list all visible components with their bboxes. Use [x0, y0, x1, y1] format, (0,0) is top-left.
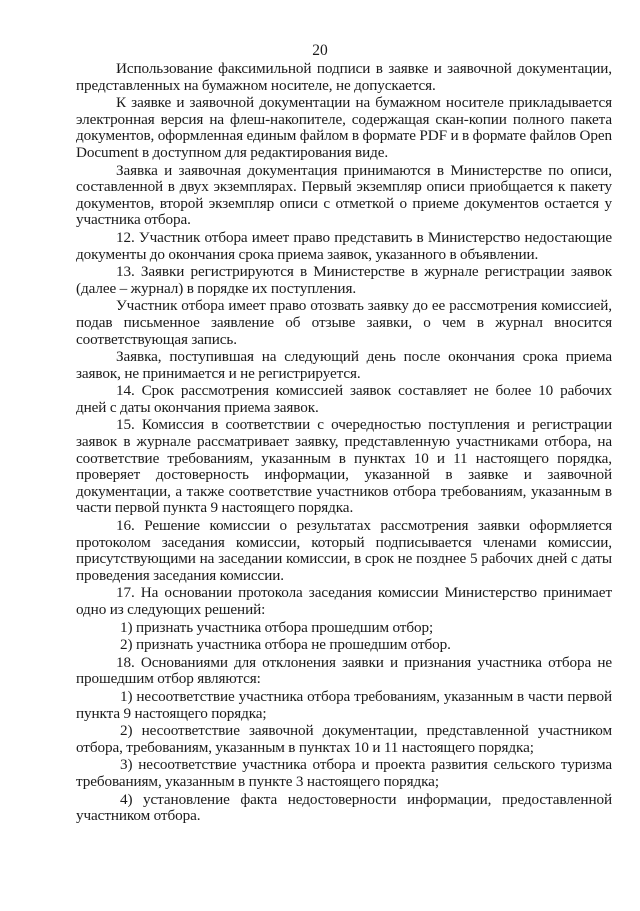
paragraph-18-item-3: 3) несоответствие участника отбора и проекта развития сельского туризма требованиям, указанным в пункте 3 настоящего порядка; — [76, 756, 612, 790]
paragraph-18: 18. Основаниями для отклонения заявки и признания участника отбора не прошедшим отбор являются: — [76, 653, 612, 688]
paragraph-inventory: Заявка и заявочная документация принимаются в Министерстве по описи, составленной в двух экземплярах. Первый экземпляр описи приобщается к пакету документов, второй экземпляр описи с отметкой о приеме документов остается у участника отбора. — [76, 161, 612, 229]
paragraph-17-item-2: 2) признать участника отбора не прошедшим отбор. — [120, 636, 451, 654]
document-body — [76, 61, 612, 825]
page-number: 20 — [312, 42, 328, 59]
paragraph-18-item-4: 4) установление факта недостоверности информации, предоставленной участником отбора. — [76, 790, 612, 825]
paragraph-withdraw: Участник отбора имеет право отозвать заявку до ее рассмотрения комиссией, подав письменное заявление об отзыве заявки, о чем в журнал вносится соответствующая запись. — [76, 297, 612, 348]
paragraph-18-item-1: 1) несоответствие участника отбора требованиям, указанным в части первой пункта 9 настоящего порядка; — [76, 687, 612, 722]
paragraph-17-item-1: 1) признать участника отбора прошедшим отбор; — [120, 618, 434, 636]
paragraph-12: 12. Участник отбора имеет право представить в Министерство недостающие документы до окончания срока приема заявок, указанного в объявлении. — [76, 228, 612, 263]
paragraph-15: 15. Комиссия в соответствии с очередностью поступления и регистрации заявок в журнале рассматривает заявку, представленную участниками отбора, на соответствие требованиям, указанным в пунктах 10 и 11 настоящего порядка, проверяет достоверность информации, указанной в заявке и заявочной документации, а также соответствие участников отбора требованиям, указанным в части первой пункта 9 настоящего порядка. — [76, 416, 612, 517]
paragraph-late-application: Заявка, поступившая на следующий день после окончания срока приема заявок, не принимается и не регистрируется. — [76, 348, 612, 382]
paragraph-16: 16. Решение комиссии о результатах рассмотрения заявки оформляется протоколом заседания комиссии, который подписывается членами комиссии, присутствующими на заседании комиссии, в срок не позднее 5 рабочих дней с даты проведения заседания комиссии. — [76, 517, 612, 584]
paragraph-13: 13. Заявки регистрируются в Министерстве в журнале регистрации заявок (далее – журнал) в порядке их поступления. — [76, 263, 612, 297]
paragraph-18-item-2: 2) несоответствие заявочной документации, представленной участником отбора, требованиям, указанным в пунктах 10 и 11 настоящего порядка; — [76, 722, 612, 756]
paragraph-facsimile: Использование факсимильной подписи в заявке и заявочной документации, представленных на бумажном носителе, не допускается. — [76, 60, 612, 94]
paragraph-17: 17. На основании протокола заседания комиссии Министерство принимает одно из следующих решений: — [76, 584, 612, 618]
paragraph-14: 14. Срок рассмотрения комиссией заявок составляет не более 10 рабочих дней с даты окончания приема заявок. — [76, 382, 612, 416]
paragraph-electronic-version: К заявке и заявочной документации на бумажном носителе прикладывается электронная версия на флеш-накопителе, содержащая скан-копии полного пакета документов, оформленная единым файлом в формате PDF и в формате файлов Open Document в доступном для редактирования виде. — [76, 94, 612, 161]
